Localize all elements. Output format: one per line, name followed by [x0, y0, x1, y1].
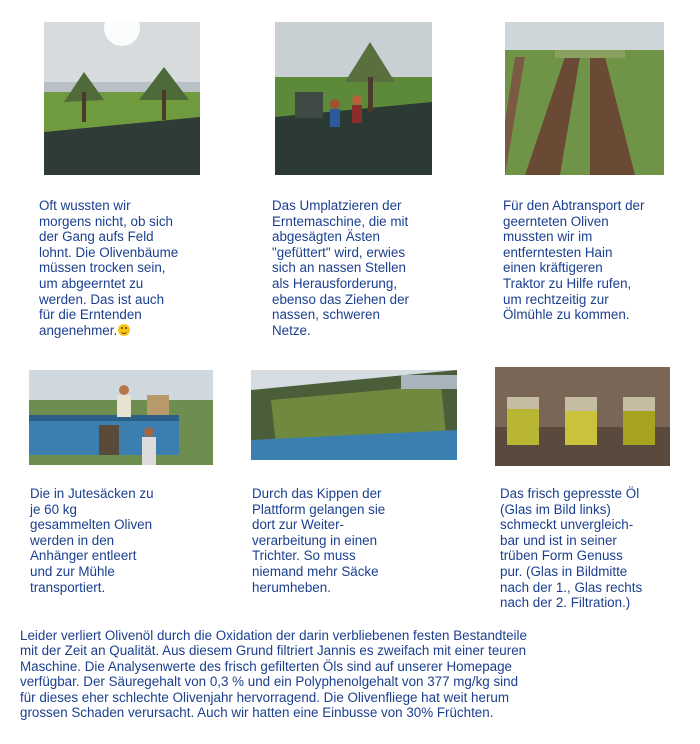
caption-5: Durch das Kippen der Plattform gelangen sie dort zur Weiter- verarbeitung in einen Trichter. So muss niemand mehr Säcke herumheben. — [252, 486, 386, 595]
photo-tipping-platform — [251, 370, 457, 460]
caption-2: Das Umplatzieren der Erntemaschine, die mit abgesägten Ästen "gefüttert" wird, erwies sich an nassen Stellen als Herausforderung, ebenso das Ziehen der nassen, schweren Netze. — [272, 198, 409, 338]
photo-harvest-machine — [275, 22, 432, 175]
caption-6: Das frisch gepresste Öl (Glas im Bild links) schmeckt unvergleich- bar und ist in seiner trüben Form Genuss pur. (Glas in Bildmitte nach der 1., Glas rechts nach der 2. Filtration.) — [500, 486, 643, 611]
smiling-face-emoji — [118, 324, 130, 336]
photo-muddy-tracks — [505, 22, 664, 175]
caption-4: Die in Jutesäcken zu je 60 kg gesammelten Oliven werden in den Anhänger entleert und zur Mühle transportiert. — [30, 486, 154, 595]
photo-orchard-morning — [44, 22, 200, 175]
caption-3: Für den Abtransport der geernteten Oliven mussten wir im entferntesten Hain einen kräftigeren Traktor zu Hilfe rufen, um rechtzeitig zur Ölmühle zu kommen. — [503, 198, 645, 323]
footer-paragraph: Leider verliert Olivenöl durch die Oxidation der darin verbliebenen festen Bestandteile mit der Zeit an Qualität. Aus diesem Grund filtriert Jannis es zweifach mit einer teuren Maschine. Die Analysenwerte des frisch gefilterten Öls sind auf unserer Homepage verfügbar. Der Säuregehalt von 0,3 % und ein Polyphenolgehalt von 377 mg/kg sind für dieses eher schlechte Olivenjahr hervorragend. Die Olivenfliege hat weit herum grossen Schaden verursacht. Auch wir hatten eine Einbusse von 30% Früchten. — [20, 628, 527, 721]
photo-trailer-sacks — [29, 370, 213, 465]
caption-1: Oft wussten wir morgens nicht, ob sich der Gang aufs Feld lohnt. Die Olivenbäume müssen trocken sein, um abgeerntet zu werden. Das ist auch für die Erntenden angenehmer. — [39, 198, 179, 338]
photo-oil-glasses — [495, 367, 670, 466]
